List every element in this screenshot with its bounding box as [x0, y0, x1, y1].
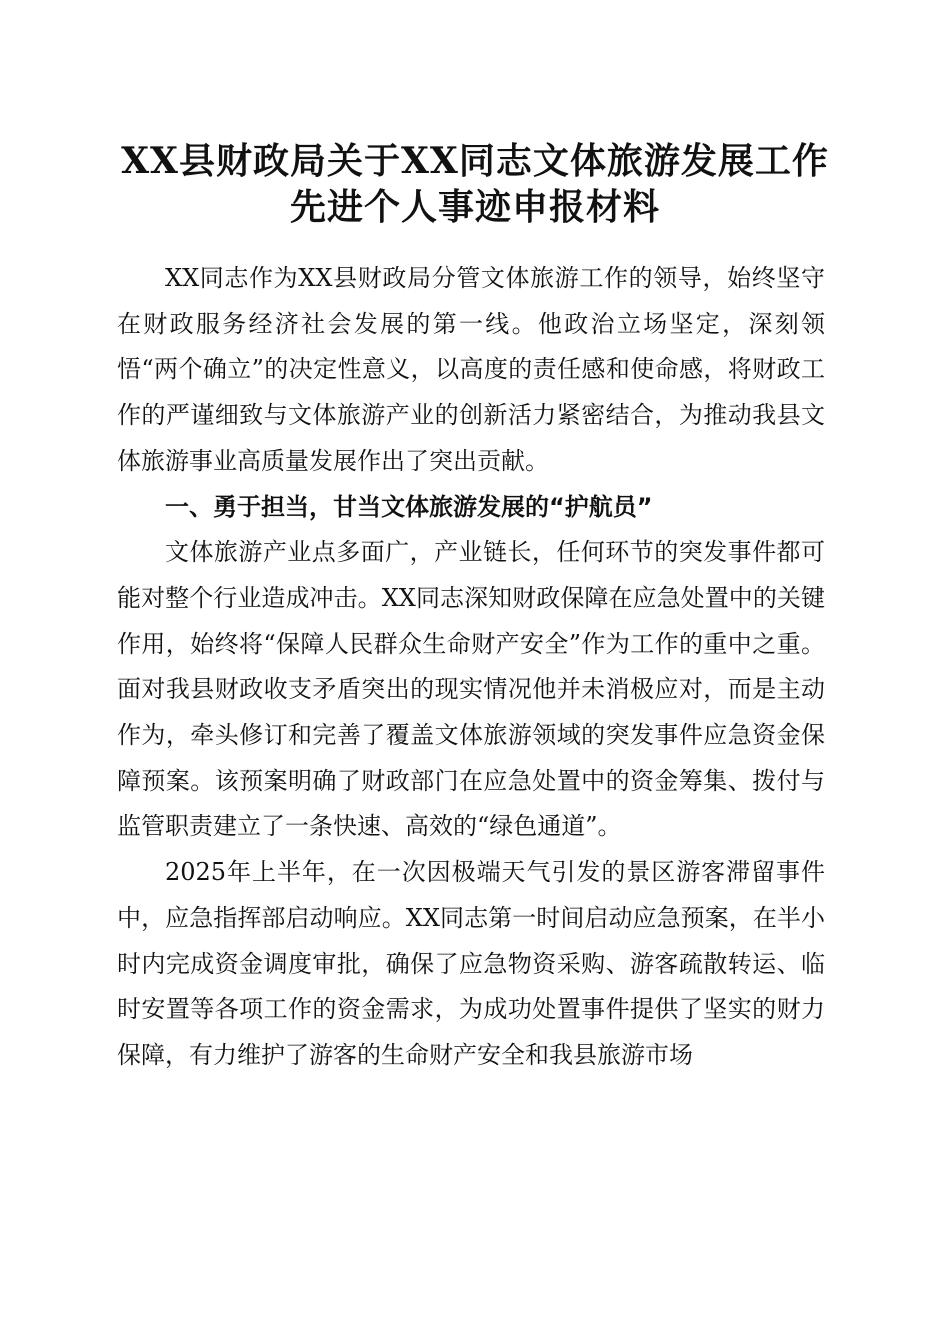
section-heading-1: 一、勇于担当，甘当文体旅游发展的“护航员” — [165, 492, 653, 521]
paragraph-section-1-b: 2025年上半年，在一次因极端天气引发的景区游客滞留事件中，应急指挥部启动响应。XX同志第一时间启动应急预案，在半小时内完成资金调度审批，确保了应急物资采购、游客疏散转运、临时安置等各项工作的资金需求，为成功处置事件提供了坚实的财力保障，有力维护了游客的生命财产安全和我县旅游市场 — [117, 858, 825, 1069]
document-title-line-2: 先进个人事迹申报材料 — [289, 186, 660, 228]
document-title-line-1: XX县财政局关于XX同志文体旅游发展工作 — [121, 140, 829, 182]
paragraph-intro: XX同志作为XX县财政局分管文体旅游工作的领导，始终坚守在财政服务经济社会发展的第一线。他政治立场坚定，深刻领悟“两个确立”的决定性意义，以高度的责任感和使命感，将财政工作的严谨细致与文体旅游产业的创新活力紧密结合，为推动我县文体旅游事业高质量发展作出了突出贡献。 — [117, 264, 825, 475]
document-body — [117, 256, 825, 1079]
paragraph-section-1-a: 文体旅游产业点多面广，产业链长，任何环节的突发事件都可能对整个行业造成冲击。XX同志深知财政保障在应急处置中的关键作用，始终将“保障人民群众生命财产安全”作为工作的重中之重。面对我县财政收支矛盾突出的现实情况他并未消极应对，而是主动作为，牵头修订和完善了覆盖文体旅游领域的突发事件应急资金保障预案。该预案明确了财政部门在应急处置中的资金筹集、拨付与监管职责建立了一条快速、高效的“绿色通道”。 — [117, 538, 825, 841]
